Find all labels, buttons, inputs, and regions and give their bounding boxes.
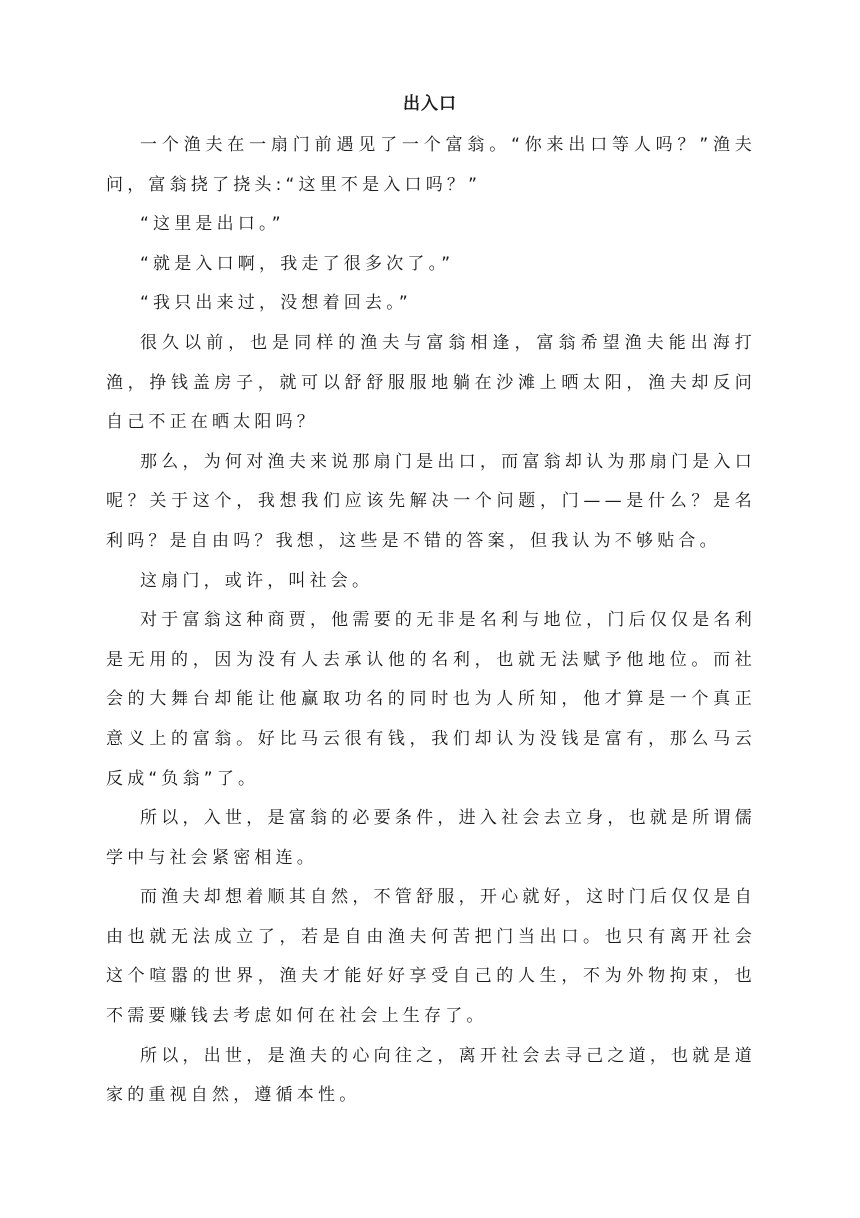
- document-title: 出入口: [403, 94, 457, 114]
- paragraph-10: 而渔夫却想着顺其自然，不管舒服，开心就好，这时门后仅仅是自由也就无法成立了，若是自由渔夫何苦把门当出口。也只有离开社会这个喧嚣的世界，渔夫才能好好享受自己的人生，不为外物拘束，也不需要赚钱去考虑如何在社会上生存了。: [106, 887, 756, 1027]
- document-body: [106, 126, 756, 1116]
- paragraph-1: 一个渔夫在一扇门前遇见了一个富翁。“你来出口等人吗？”渔夫问，富翁挠了挠头:“这里不是入口吗？”: [106, 135, 756, 195]
- paragraph-11: 所以，出世，是渔夫的心向往之，离开社会去寻己之道，也就是道家的重视自然，遵循本性。: [106, 1045, 756, 1106]
- paragraph-3: “就是入口啊，我走了很多次了。”: [140, 253, 455, 274]
- paragraph-4: “我只出来过，没想着回去。”: [140, 293, 412, 314]
- paragraph-5: 很久以前，也是同样的渔夫与富翁相逢，富翁希望渔夫能出海打渔，挣钱盖房子，就可以舒舒服服地躺在沙滩上晒太阳，渔夫却反问自己不正在晒太阳吗？: [106, 332, 756, 433]
- paragraph-8: 对于富翁这种商贾，他需要的无非是名利与地位，门后仅仅是名利是无用的，因为没有人去承认他的名利，也就无法赋予他地位。而社会的大舞台却能让他赢取功名的同时也为人所知，他才算是一个真正意义上的富翁。好比马云很有钱，我们却认为没钱是富有，那么马云反成“负翁”了。: [106, 610, 756, 789]
- paragraph-9: 所以，入世，是富翁的必要条件，进入社会去立身，也就是所谓儒学中与社会紧密相连。: [106, 808, 756, 868]
- paragraph-2: “这里是出口。”: [140, 214, 285, 235]
- paragraph-7: 这扇门，或许，叫社会。: [140, 570, 374, 591]
- paragraph-6: 那么，为何对渔夫来说那扇门是出口，而富翁却认为那扇门是入口呢？关于这个，我想我们应该先解决一个问题，门——是什么？是名利吗？是自由吗？我想，这些是不错的答案，但我认为不够贴合。: [106, 451, 756, 551]
